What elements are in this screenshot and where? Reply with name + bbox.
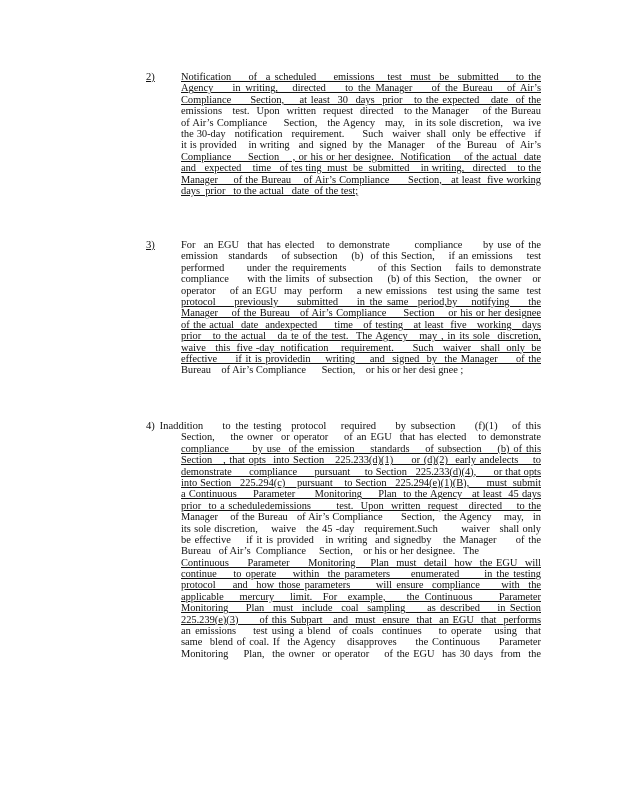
text-line: into Section 225.294(c) pursuant to Section 225.294(e)(1)(B), must submit <box>181 477 541 489</box>
text-line: a Continuous Parameter Monitoring Plan to the Agency at least 45 days <box>181 489 541 501</box>
text-line: applicable mercury limit. For example, the Continuous Parameter <box>181 591 541 603</box>
text-line: Manager of the Bureau of Air’s Compliance Section, at least five working <box>181 174 541 186</box>
text-line: Continuous Parameter Monitoring Plan must detail how the EGU will <box>181 557 541 569</box>
text-line: performed under the requirements of this Section fails to demonstrate <box>181 262 541 274</box>
text-line: compliance by use of the emission standards of subsection (b) of this <box>181 443 541 455</box>
text-line: Compliance Section, at least 30 days prior to the expected date of the <box>181 94 541 106</box>
section-body <box>181 240 541 377</box>
text-line: of Air’s Compliance Section, the Agency may, in its sole discretion, wa ive <box>181 117 541 129</box>
section-lead-line: 4) Inaddition to the testing protocol required by subsection (f)(1) of this <box>146 421 541 432</box>
text-line: Manager of the Bureau of Air’s Compliance Section, the Agency may, in <box>181 512 541 524</box>
text-line: emission standards of subsection (b) of this Section, if an emissions test <box>181 251 541 263</box>
text-line: Manager of the Bureau of Air’s Compliance Section or his or her designee <box>181 308 541 320</box>
text-line: emissions test. Upon written request directed to the Manager of the Bureau <box>181 106 541 118</box>
text-line: Compliance Section , or his or her designee. Notification of the actual date <box>181 151 541 163</box>
text-line: effective if it is providedin writing and signed by the Manager of the <box>181 353 541 365</box>
text-line: For an EGU that has elected to demonstrate compliance by use of the <box>181 240 541 251</box>
section-number: 2) <box>146 72 155 83</box>
text-line: prior to a scheduledemissions test. Upon written request directed to the <box>181 500 541 512</box>
text-line: demonstrate compliance pursuant to Section 225.233(d)(4), or that opts <box>181 466 541 478</box>
text-line: the 30-day notification requirement. Such waiver shall only be effective if <box>181 128 541 140</box>
text-line: be effective if it is provided in writing and signedby the Manager of the <box>181 534 541 546</box>
text-line: and expected time of tes ting must be submitted in writing, directed to the <box>181 163 541 175</box>
text-line: 225.239(e)(3) of this Subpart and must ensure that an EGU that performs <box>181 614 541 626</box>
section-body <box>181 432 541 660</box>
text-line: waive this five -day notification requirement. Such waiver shall only be <box>181 342 541 354</box>
text-line: of the actual date andexpected time of testing at least five working days <box>181 319 541 331</box>
text-line: prior to the actual da te of the test. The Agency may , in its sole discretion, <box>181 331 541 343</box>
text-line: continue to operate within the parameters enumerated in the testing <box>181 569 541 581</box>
text-line: protocol and how those parameters will ensure compliance with the <box>181 580 541 592</box>
text-line: Agency in writing, directed to the Manager of the Bureau of Air’s <box>181 83 541 95</box>
text-line: Section , that opts into Section 225.233(d)(1) or (d)(2) early andelects to <box>181 455 541 467</box>
section-body <box>181 72 541 197</box>
text-line: same blend of coal. If the Agency disapproves the Continuous Parameter <box>181 637 541 649</box>
text-line: Monitoring Plan, the owner or operator of the EGU has 30 days from the <box>181 648 541 660</box>
text-line: compliance with the limits of subsection (b) of this Section, the owner or <box>181 274 541 286</box>
text-line: Notification of a scheduled emissions test must be submitted to the <box>181 72 541 83</box>
text-line: protocol previously submitted in the same period,by notifying the <box>181 296 541 308</box>
text-line: its sole discretion, waive the 45 -day requirement.Such waiver shall only <box>181 523 541 535</box>
text-line: Section, the owner or operator of an EGU that has elected to demonstrate <box>181 432 541 444</box>
text-line: Monitoring Plan must include coal sampling as described in Section <box>181 603 541 615</box>
text-line: it is provided in writing and signed by the Manager of the Bureau of Air’s <box>181 140 541 152</box>
text-line: days prior to the actual date of the test; <box>181 185 359 197</box>
text-line: Bureau of Air’s Compliance Section, or his or her designee. The <box>181 546 479 558</box>
text-line: Bureau of Air’s Compliance Section, or his or her desi gnee ; <box>181 365 464 377</box>
text-line: operator of an EGU may perform a new emissions test using the same test <box>181 285 541 297</box>
text-line: an emissions test using a blend of coals continues to operate using that <box>181 626 541 638</box>
section-number: 3) <box>146 240 155 251</box>
